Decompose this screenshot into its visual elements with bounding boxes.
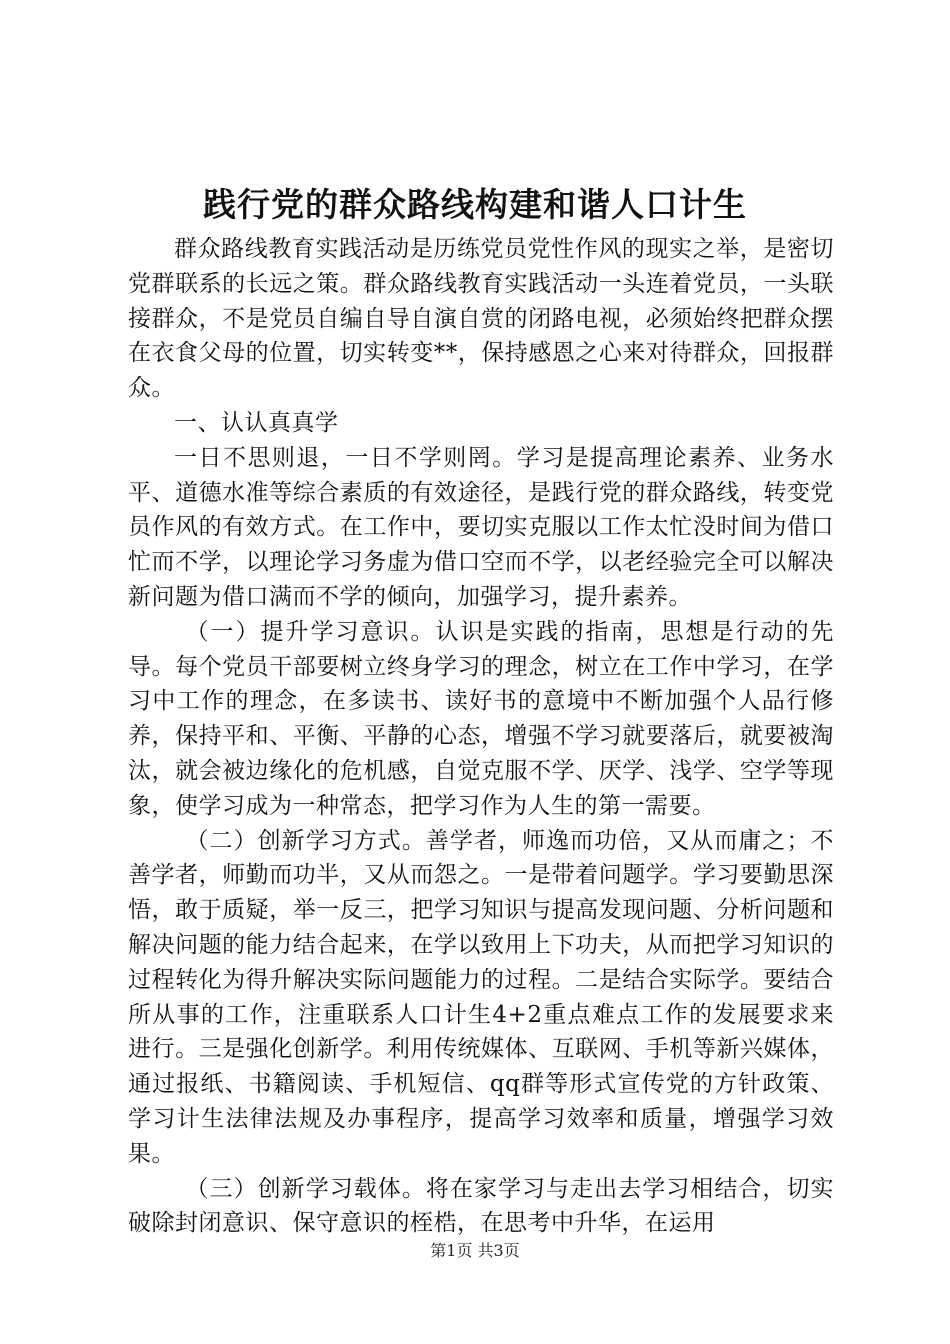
page-footer: 第1页 共3页 <box>430 1241 520 1260</box>
subsection-2-paragraph: （二）创新学习方式。善学者，师逸而功倍，又从而庸之；不善学者，师勤而功半，又从而怨之。一是带着问题学。学习要勤思深悟，敢于质疑，举一反三，把学习知识与提高发现问题、分析问题和解决问题的能力结合起来，在学以致用上下功夫，从而把学习知识的过程转化为得升解决实际问题能力的过程。二是结合实际学。要结合所从事的工作，注重联系人口计生4+2重点难点工作的发展要求来进行。三是强化创新学。利用传统媒体、互联网、手机等新兴媒体，通过报纸、书籍阅读、手机短信、qq群等形式宣传党的方针政策、学习计生法律法规及办事程序，提高学习效率和质量，增强学习效果。 <box>128 827 834 1167</box>
document-body <box>128 232 834 1241</box>
section-1-paragraph: 一日不思则退，一日不学则罔。学习是提高理论素养、业务水平、道德水准等综合素质的有效途径，是践行党的群众路线，转变党员作风的有效方式。在工作中，要切实克服以工作太忙没时间为借口忙而不学，以理论学习务虚为借口空而不学，以老经验完全可以解决新问题为借口满而不学的倾向，加强学习，提升素养。 <box>128 444 834 610</box>
subsection-1-paragraph: （一）提升学习意识。认识是实践的指南，思想是行动的先导。每个党员干部要树立终身学习的理念，树立在工作中学习，在学习中工作的理念，在多读书、读好书的意境中不断加强个人品行修养，保持平和、平衡、平静的心态，增强不学习就要落后，就要被淘汰，就会被边缘化的危机感，自觉克服不学、厌学、浅学、空学等现象，使学习成为一种常态，把学习作为人生的第一需要。 <box>128 618 834 819</box>
section-heading-1: 一、认认真真学 <box>174 409 339 436</box>
intro-paragraph: 群众路线教育实践活动是历练党员党性作风的现实之举，是密切党群联系的长远之策。群众路线教育实践活动一头连着党员，一头联接群众，不是党员自编自导自演自赏的闭路电视，必须始终把群众摆在衣食父母的位置，切实转变**，保持感恩之心来对待群众，回报群众。 <box>128 236 834 402</box>
subsection-3-paragraph: （三）创新学习载体。将在家学习与走出去学习相结合，切实破除封闭意识、保守意识的桎梏，在思考中升华，在运用 <box>128 1175 834 1237</box>
document-title: 践行党的群众路线构建和谐人口计生 <box>203 185 747 224</box>
